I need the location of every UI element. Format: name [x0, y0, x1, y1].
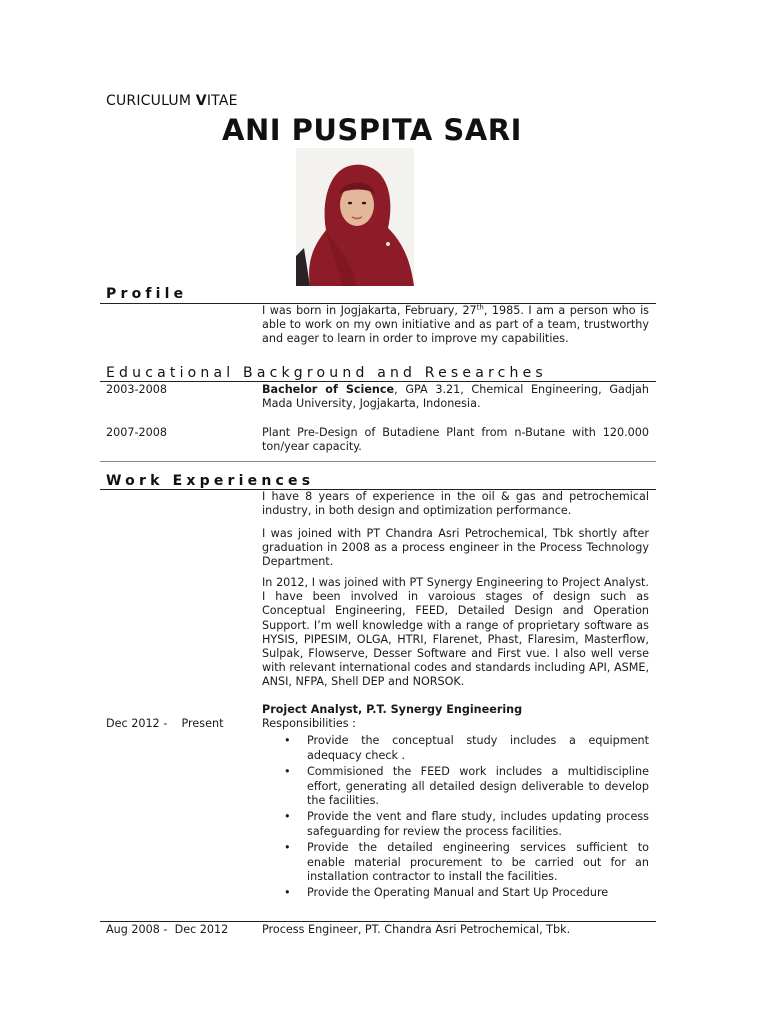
job-period: Aug 2008 - Dec 2012: [106, 923, 229, 936]
work-intro-paragraph: I have 8 years of experience in the oil & gas and petrochemical industry, in both design and optimization performance.: [262, 490, 649, 518]
section-title-work: Work Experiences: [106, 473, 315, 489]
bullet-icon: •: [284, 810, 291, 824]
list-item-text: Provide the detailed engineering services sufficient to enable material procurement to be carried out for an installation contractor to install the facilities.: [307, 841, 649, 883]
responsibilities-list: [262, 734, 649, 900]
section-title-education: Educational Background and Researches: [106, 365, 547, 381]
job-title-text: Project Analyst, P.T. Synergy Engineering: [262, 703, 523, 716]
list-item-text: Provide the Operating Manual and Start Up Procedure: [307, 886, 609, 900]
list-item: [262, 734, 649, 762]
bullet-icon: •: [284, 841, 291, 855]
section-divider: [100, 461, 656, 462]
list-item: [262, 841, 649, 884]
list-item: [262, 886, 649, 900]
list-item-text: Provide the conceptual study includes a equipment adequacy check .: [307, 734, 649, 762]
responsibilities-label: Responsibilities :: [262, 717, 356, 731]
job-period: Dec 2012 - Present: [106, 717, 224, 730]
list-item: [262, 765, 649, 808]
candidate-name: ANI PUSPITA SARI: [222, 113, 522, 147]
list-item-text: Commisioned the FEED work includes a multidiscipline effort, generating all detailed design deliverable to develop the facilities.: [307, 765, 649, 807]
job-title: [262, 703, 649, 717]
list-item: [262, 810, 649, 838]
section-divider: [100, 381, 656, 382]
profile-text-sup: th: [476, 303, 484, 312]
profile-text-part: I was born in Jogjakarta, February, 27: [262, 304, 477, 317]
education-period: 2007-2008: [106, 426, 167, 439]
cv-label: [106, 93, 238, 109]
bullet-icon: •: [284, 765, 291, 779]
section-divider: [100, 921, 656, 922]
profile-text: [262, 304, 649, 347]
profile-text-part: , 1985. I am a person who is able to work on my own initiative and as part of a team, trustworthy and eager to learn in order to improve my capabilities.: [262, 304, 649, 346]
profile-photo: [296, 148, 414, 286]
bullet-icon: •: [284, 886, 291, 900]
bullet-icon: •: [284, 734, 291, 748]
list-item-text: Provide the vent and flare study, includes updating process safeguarding for review the process facilities.: [307, 810, 649, 838]
cv-label-bold: V: [195, 93, 207, 109]
section-title-profile: Profile: [106, 286, 188, 302]
work-intro-paragraph: In 2012, I was joined with PT Synergy Engineering to Project Analyst. I have been involved in varoious stages of design such as Conceptual Engineering, FEED, Detailed Design and Operation Support. I’m well knowledge with a range of proprietary software as HYSIS, PIPESIM, OLGA, HTRI, Flarenet, Phast, Flaresim, Masterflow, Sulpak, Flowserve, Desser Software and First vue. I also well verse with relevant international codes and standards including API, ASME, ANSI, NFPA, Shell DEP and NORSOK.: [262, 576, 649, 689]
cv-label-suffix: ITAE: [206, 93, 238, 109]
education-entry: [262, 383, 649, 411]
education-entry: Plant Pre-Design of Butadiene Plant from n-Butane with 120.000 ton/year capacity.: [262, 426, 649, 454]
education-detail: , GPA 3.21, Chemical Engineering, Gadjah Mada University, Jogjakarta, Indonesia.: [262, 383, 649, 411]
job-entry: [262, 703, 649, 903]
education-period: 2003-2008: [106, 383, 167, 396]
education-degree: Bachelor of Science: [262, 383, 395, 396]
job-title: Process Engineer, PT. Chandra Asri Petrochemical, Tbk.: [262, 923, 571, 936]
cv-label-prefix: CURICULUM: [106, 93, 196, 109]
work-intro-paragraph: I was joined with PT Chandra Asri Petrochemical, Tbk shortly after graduation in 2008 as a process engineer in the Process Technology Department.: [262, 527, 649, 569]
